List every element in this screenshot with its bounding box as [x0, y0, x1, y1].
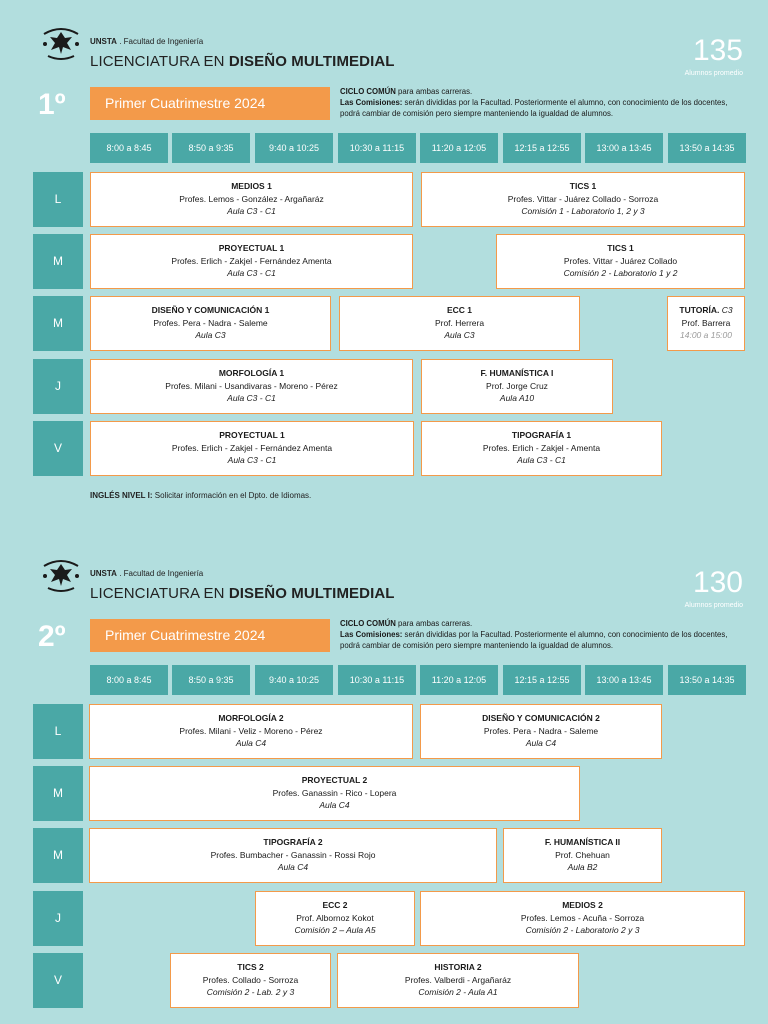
class-block: MEDIOS 1 Profes. Lemos - González - Argañaráz Aula C3 - C1 — [90, 172, 413, 227]
term-banner: Primer Cuatrimestre 2024 — [90, 619, 330, 652]
day-label: M — [33, 766, 83, 821]
class-block: TIPOGRAFÍA 1 Profes. Erlich - Zakjel - Amenta Aula C3 - C1 — [421, 421, 662, 476]
day-label: J — [33, 359, 83, 414]
class-block: ECC 1 Prof. Herrera Aula C3 — [339, 296, 580, 351]
class-block: DISEÑO Y COMUNICACIÓN 2 Profes. Pera - Nadra - Saleme Aula C4 — [420, 704, 662, 759]
institution-label: UNSTA . Facultad de Ingeniería — [90, 569, 204, 578]
day-label: L — [33, 704, 83, 759]
term-banner: Primer Cuatrimestre 2024 — [90, 87, 330, 120]
day-label: J — [33, 891, 83, 946]
class-block: TIPOGRAFÍA 2 Profes. Bumbacher - Ganassin - Rossi Rojo Aula C4 — [89, 828, 497, 883]
class-block: HISTORIA 2 Profes. Valberdi - Argañaráz Comisión 2 - Aula A1 — [337, 953, 579, 1008]
time-slot: 9:40 a 10:25 — [255, 665, 333, 695]
time-slot: 13:00 a 13:45 — [585, 665, 663, 695]
class-block: F. HUMANÍSTICA II Prof. Chehuan Aula B2 — [503, 828, 662, 883]
class-block: PROYECTUAL 1 Profes. Erlich - Zakjel - Fernández Amenta Aula C3 - C1 — [90, 234, 413, 289]
time-slot: 13:00 a 13:45 — [585, 133, 663, 163]
student-count-label: Alumnos promedio — [684, 602, 743, 609]
class-block: PROYECTUAL 2 Profes. Ganassin - Rico - Lopera Aula C4 — [89, 766, 580, 821]
class-block: PROYECTUAL 1 Profes. Erlich - Zakjel - Fernández Amenta Aula C3 - C1 — [90, 421, 414, 476]
student-count: 135 — [692, 34, 743, 67]
time-slot: 13:50 a 14:35 — [668, 665, 746, 695]
time-slot: 12:15 a 12:55 — [503, 665, 581, 695]
student-count-label: Alumnos promedio — [684, 70, 743, 77]
time-slot: 8:00 a 8:45 — [90, 133, 168, 163]
institution-label: UNSTA . Facultad de Ingeniería — [90, 37, 204, 46]
program-title: LICENCIATURA EN DISEÑO MULTIMEDIAL — [90, 585, 395, 602]
day-label: L — [33, 172, 83, 227]
day-label: V — [33, 953, 83, 1008]
university-crest-logo — [38, 554, 84, 594]
english-note: INGLÉS NIVEL I: Solicitar información en el Dpto. de Idiomas. — [90, 491, 312, 500]
time-slot: 8:50 a 9:35 — [172, 133, 250, 163]
class-block: MEDIOS 2 Profes. Lemos - Acuña - Sorroza Comisión 2 - Laboratorio 2 y 3 — [420, 891, 745, 946]
class-block: TICS 2 Profes. Collado - Sorroza Comisión 2 - Lab. 2 y 3 — [170, 953, 331, 1008]
class-block: MORFOLOGÍA 1 Profes. Milani - Usandivaras - Moreno - Pérez Aula C3 - C1 — [90, 359, 413, 414]
schedule-notes: CICLO COMÚN para ambas carreras. Las Comisiones: serán divididas por la Facultad. Posteriormente el alumno, con conocimiento de los docentes, podrá cambiar de comisión pero siempre manteniendo la igualdad de alumnos. — [340, 619, 728, 650]
class-block: TUTORÍA. C3 Prof. Barrera 14:00 a 15:00 — [667, 296, 745, 351]
time-slot: 11:20 a 12:05 — [420, 133, 498, 163]
class-block: MORFOLOGÍA 2 Profes. Milani - Veliz - Moreno - Pérez Aula C4 — [89, 704, 413, 759]
time-slot: 8:50 a 9:35 — [172, 665, 250, 695]
year-label: 1º — [38, 88, 66, 121]
time-slot: 10:30 a 11:15 — [338, 133, 416, 163]
day-label: M — [33, 828, 83, 883]
class-block: F. HUMANÍSTICA I Prof. Jorge Cruz Aula A10 — [421, 359, 613, 414]
class-block: TICS 1 Profes. Vittar - Juárez Collado Comisión 2 - Laboratorio 1 y 2 — [496, 234, 745, 289]
class-block: ECC 2 Prof. Albornoz Kokot Comisión 2 – Aula A5 — [255, 891, 415, 946]
year-label: 2º — [38, 620, 66, 653]
time-slot: 11:20 a 12:05 — [420, 665, 498, 695]
university-crest-logo — [38, 22, 84, 62]
schedule-notes: CICLO COMÚN para ambas carreras. Las Comisiones: serán divididas por la Facultad. Posteriormente el alumno, con conocimiento de los docentes, podrá cambiar de comisión pero siempre manteniendo la igualdad de alumnos. — [340, 87, 728, 118]
class-block: DISEÑO Y COMUNICACIÓN 1 Profes. Pera - Nadra - Saleme Aula C3 — [90, 296, 331, 351]
time-slot: 8:00 a 8:45 — [90, 665, 168, 695]
class-block: TICS 1 Profes. Vittar - Juárez Collado - Sorroza Comisión 1 - Laboratorio 1, 2 y 3 — [421, 172, 745, 227]
time-slot: 12:15 a 12:55 — [503, 133, 581, 163]
time-slot: 9:40 a 10:25 — [255, 133, 333, 163]
day-label: M — [33, 234, 83, 289]
student-count: 130 — [692, 566, 743, 599]
schedule-year-2 — [0, 532, 768, 1024]
time-slot: 10:30 a 11:15 — [338, 665, 416, 695]
program-title: LICENCIATURA EN DISEÑO MULTIMEDIAL — [90, 53, 395, 70]
day-label: V — [33, 421, 83, 476]
time-slot: 13:50 a 14:35 — [668, 133, 746, 163]
day-label: M — [33, 296, 83, 351]
